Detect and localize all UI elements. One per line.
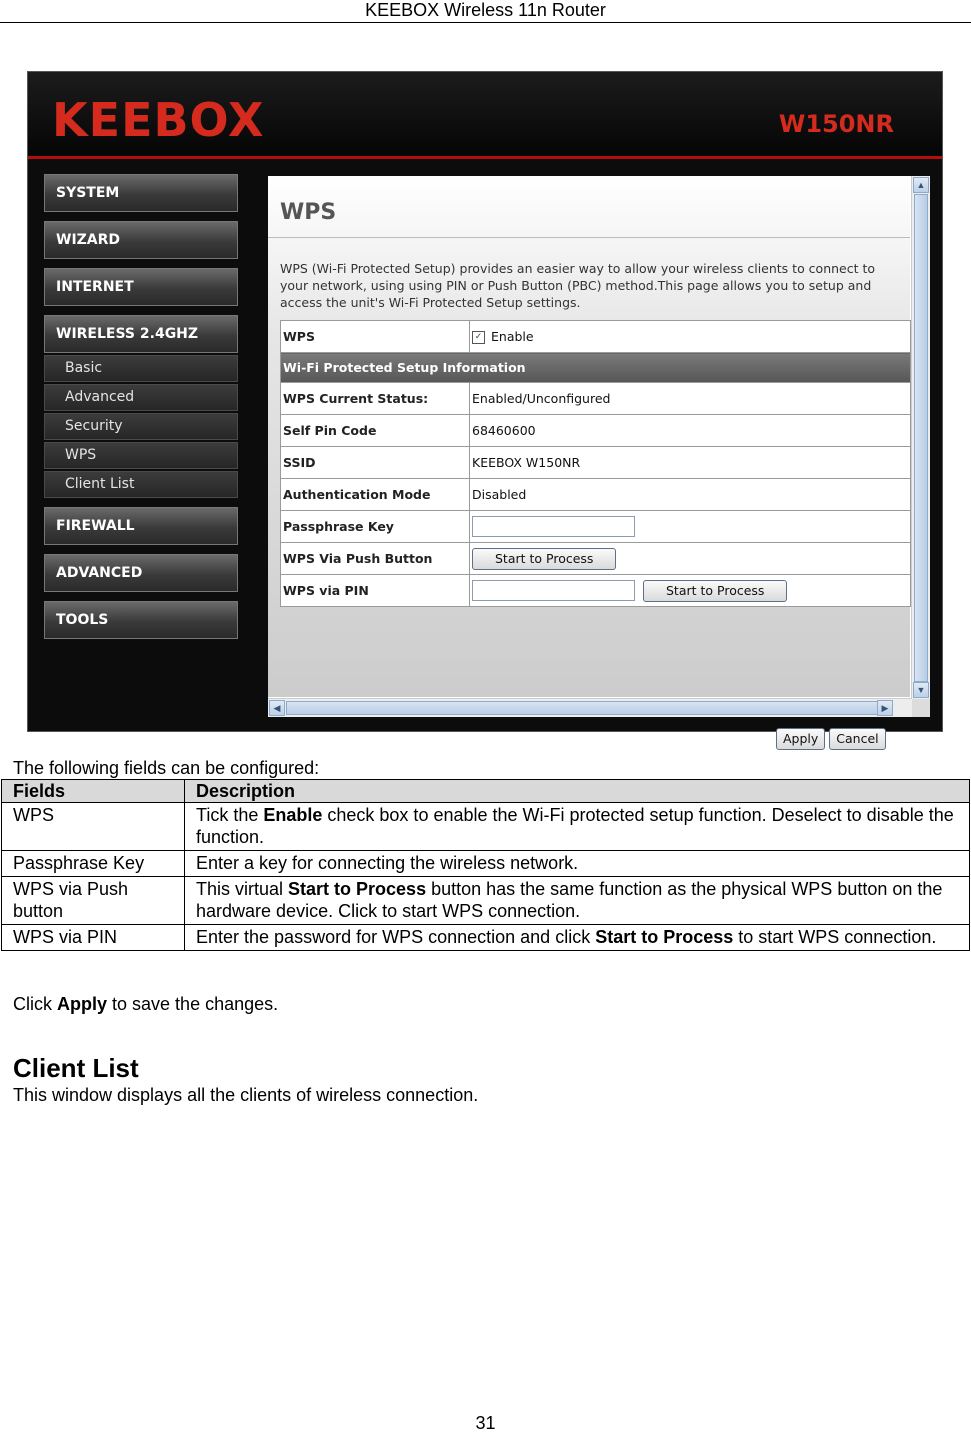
menu-wireless[interactable]: WIRELESS 2.4GHZ <box>44 315 238 353</box>
pin-cell <box>470 575 911 607</box>
description-column-header: Description <box>185 780 970 803</box>
push-start-button[interactable]: Start to Process <box>472 548 616 570</box>
form-actions <box>776 728 890 750</box>
field-name: WPS via Push button <box>2 877 185 925</box>
table-row <box>281 543 911 575</box>
wps-enable-checkbox[interactable]: ✓ <box>472 331 485 344</box>
field-description: This virtual Start to Process button has the same function as the physical WPS button on the hardware device. Click to start WPS connection. <box>185 877 970 925</box>
auth-mode-label: Authentication Mode <box>281 479 470 511</box>
router-screenshot <box>27 71 943 746</box>
passphrase-label: Passphrase Key <box>281 511 470 543</box>
menu-tools[interactable]: TOOLS <box>44 601 238 639</box>
table-row <box>281 415 911 447</box>
table-row <box>281 511 911 543</box>
page-title: WPS <box>280 200 337 225</box>
apply-button[interactable]: Apply <box>776 728 825 750</box>
submenu-security[interactable]: Security <box>44 413 238 440</box>
vertical-scroll-thumb[interactable] <box>914 194 928 682</box>
field-description: Enter a key for connecting the wireless network. <box>185 851 970 877</box>
keebox-logo: KEEBOX <box>52 93 265 147</box>
horizontal-scrollbar[interactable] <box>268 698 912 717</box>
table-row <box>2 877 970 925</box>
title-divider <box>268 237 910 238</box>
fields-intro: The following fields can be configured: <box>13 758 320 778</box>
section-description: This window displays all the clients of wireless connection. <box>13 1085 479 1105</box>
vertical-scrollbar[interactable] <box>911 176 930 699</box>
page-number: 31 <box>475 1413 496 1433</box>
info-header: Wi-Fi Protected Setup Information <box>281 353 911 383</box>
scroll-down-icon[interactable]: ▼ <box>913 682 929 698</box>
fields-table <box>1 779 970 951</box>
sidebar-menu <box>44 174 238 648</box>
fields-table-header <box>2 780 970 803</box>
info-header-row <box>281 353 911 383</box>
section-title: Client List <box>13 1053 139 1083</box>
pin-input[interactable] <box>472 580 635 601</box>
horizontal-scroll-thumb[interactable] <box>286 701 884 715</box>
wps-row <box>281 321 911 353</box>
table-row <box>281 479 911 511</box>
scroll-left-icon[interactable]: ◀ <box>269 700 285 716</box>
push-button-label: WPS Via Push Button <box>281 543 470 575</box>
document-header: KEEBOX Wireless 11n Router <box>0 0 971 23</box>
field-description: Tick the Enable check box to enable the Wi-Fi protected setup function. Deselect to disable the function. <box>185 803 970 851</box>
router-banner <box>28 72 942 159</box>
submenu-advanced[interactable]: Advanced <box>44 384 238 411</box>
table-row <box>281 383 911 415</box>
cancel-button[interactable]: Cancel <box>829 728 885 750</box>
enable-label: Enable <box>491 329 534 344</box>
submenu-basic[interactable]: Basic <box>44 355 238 382</box>
table-row <box>2 851 970 877</box>
submenu-wps[interactable]: WPS <box>44 442 238 469</box>
wps-settings-table <box>280 320 911 607</box>
menu-wizard[interactable]: WIZARD <box>44 221 238 259</box>
passphrase-input[interactable] <box>472 516 635 537</box>
pin-code-value: 68460600 <box>470 415 911 447</box>
table-row <box>2 925 970 951</box>
ssid-label: SSID <box>281 447 470 479</box>
table-row <box>281 447 911 479</box>
scroll-right-icon[interactable]: ▶ <box>877 700 893 716</box>
menu-internet[interactable]: INTERNET <box>44 268 238 306</box>
auth-mode-value: Disabled <box>470 479 911 511</box>
pin-code-label: Self Pin Code <box>281 415 470 447</box>
menu-system[interactable]: SYSTEM <box>44 174 238 212</box>
page-description: WPS (Wi-Fi Protected Setup) provides an easier way to allow your wireless clients to connect to your network, using using PIN or Push Button (PBC) method.This page allows you to setup and access the unit's Wi-Fi Protected Setup settings. <box>280 261 876 310</box>
wps-enable-cell <box>470 321 911 353</box>
wps-page <box>268 176 910 746</box>
status-label: WPS Current Status: <box>281 383 470 415</box>
field-description: Enter the password for WPS connection and click Start to Process to start WPS connection. <box>185 925 970 951</box>
model-name: W150NR <box>778 110 894 138</box>
push-button-cell <box>470 543 911 575</box>
table-row <box>281 575 911 607</box>
scroll-up-icon[interactable]: ▲ <box>913 177 929 193</box>
apply-note: Click Apply to save the changes. <box>13 994 279 1014</box>
status-value: Enabled/Unconfigured <box>470 383 911 415</box>
fields-column-header: Fields <box>2 780 185 803</box>
menu-firewall[interactable]: FIREWALL <box>44 507 238 545</box>
submenu-client-list[interactable]: Client List <box>44 471 238 498</box>
ssid-value: KEEBOX W150NR <box>470 447 911 479</box>
pin-start-button[interactable]: Start to Process <box>643 580 787 602</box>
field-name: WPS <box>2 803 185 851</box>
field-name: WPS via PIN <box>2 925 185 951</box>
menu-advanced[interactable]: ADVANCED <box>44 554 238 592</box>
field-name: Passphrase Key <box>2 851 185 877</box>
pin-label: WPS via PIN <box>281 575 470 607</box>
scrollbar-corner <box>912 699 930 717</box>
wps-label: WPS <box>281 321 470 353</box>
table-row <box>2 803 970 851</box>
passphrase-cell <box>470 511 911 543</box>
content-frame <box>268 176 930 746</box>
